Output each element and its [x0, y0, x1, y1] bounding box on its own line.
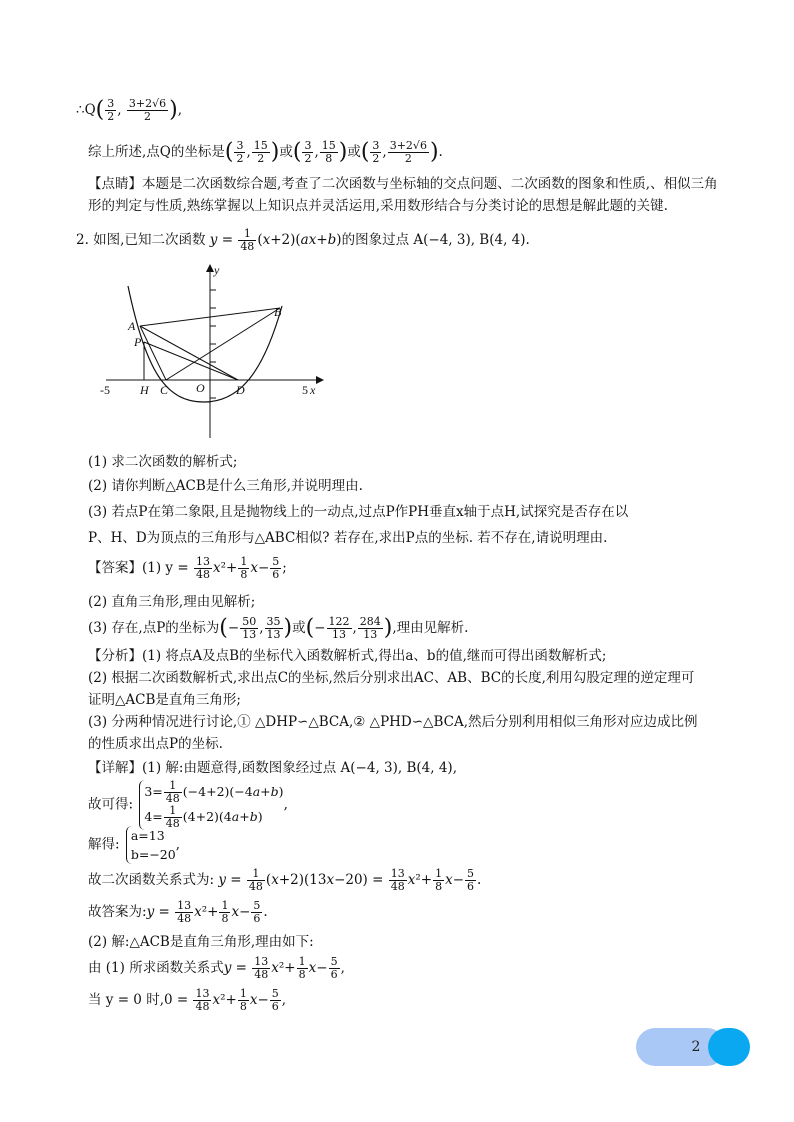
q-coordinate-line: ∴Q( $\frac{3}{2}$ , $\frac{3+2√6}{2}$ ), — [76, 97, 182, 123]
label-neg5: -5 — [100, 383, 110, 397]
summary-line: 综上所述,点Q的坐标是( $\frac{3}{2}$ , $\frac{15}{2}$ )或( $\frac{3}{2}$ , $\frac{15}{8}$ )或( $\frac{3}{2}$ , $\frac{3+2√6}{2}$ ). — [88, 139, 443, 165]
analysis-line-5: 的性质求出点P的坐标. — [88, 736, 223, 752]
label-A: A — [128, 319, 136, 333]
x-axis-arrow — [316, 376, 324, 384]
label-y: y — [214, 263, 220, 277]
remark-line-1: 【点睛】本题是二次函数综合题,考查了二次函数与坐标轴的交点问题、二次函数的图象和性质,、相似三角 — [88, 176, 718, 192]
part2-line-1: (2) 解:△ACB是直角三角形,理由如下: — [88, 934, 314, 950]
equation-system: 故可得: 3= $\frac{1}{48}$ (−4+2)(−4a+b) 4= $\frac{1}{48}$ (4+2)(4a+b) , — [88, 779, 288, 830]
question-2: (2) 请你判断△ACB是什么三角形,并说明理由. — [88, 478, 363, 494]
analysis-line-3: 证明△ACB是直角三角形; — [88, 692, 241, 708]
segment-AD — [140, 326, 238, 380]
segment-CB — [166, 308, 280, 380]
problem-intro: 2. 如图,已知二次函数 y = $\frac{1}{48}$ (x+2)(ax+b)的图象过点 A(−4, 3), B(4, 4). — [76, 227, 530, 253]
parabola-graph — [96, 262, 326, 442]
question-3-line-2: P、H、D为顶点的三角形与△ABC相似? 若存在,求出P点的坐标. 若不存在,请说明理由. — [88, 530, 608, 546]
label-D: D — [236, 383, 245, 397]
segment-PD — [144, 342, 238, 380]
analysis-line-4: (3) 分两种情况进行讨论,① △DHP∽△BCA,② △PHD∽△BCA,然后分别利用相似三角形对应边成比例 — [88, 714, 698, 730]
part2-line-3: 当 y = 0 时,0 = $\frac{13}{48}$ x²+ $\frac{1}{8}$ x− $\frac{5}{6}$ , — [88, 987, 287, 1013]
answer-1: 【答案】(1) y = $\frac{13}{48}$ x²+ $\frac{1}{8}$ x− $\frac{5}{6}$ ; — [88, 555, 287, 581]
analysis-line-2: (2) 根据二次函数解析式,求出点C的坐标,然后分别求出AC、AB、BC的长度,利用勾股定理的逆定理可 — [88, 670, 695, 686]
answer-restated: 故答案为:y = $\frac{13}{48}$ x²+ $\frac{1}{8}$ x− $\frac{5}{6}$ . — [88, 899, 268, 925]
analysis-line-1: 【分析】(1) 将点A及点B的坐标代入函数解析式,得出a、b的值,继而可得出函数解析式; — [88, 648, 607, 664]
label-C: C — [160, 383, 169, 397]
page-number: 2 — [691, 1039, 701, 1055]
remark-line-2: 形的判定与性质,熟练掌握以上知识点并灵活运用,采用数形结合与分类讨论的思想是解此题的关键. — [88, 198, 668, 214]
answer-2: (2) 直角三角形,理由见解析; — [88, 594, 256, 610]
question-1: (1) 求二次函数的解析式; — [88, 454, 238, 470]
question-3-line-1: (3) 若点P在第二象限,且是抛物线上的一动点,过点P作PH垂直x轴于点H,试探究是否存在以 — [88, 504, 629, 520]
label-pos5: 5 — [302, 383, 308, 397]
label-O: O — [196, 381, 205, 395]
answer-3: (3) 存在,点P的坐标为(− $\frac{50}{13}$ , $\frac{35}{13}$ )或(− $\frac{122}{13}$ , $\frac{284}{13}$ ),理由见解析. — [88, 615, 469, 641]
detail-line-1: 【详解】(1) 解:由题意得,函数图象经过点 A(−4, 3), B(4, 4), — [88, 760, 457, 776]
solution-system: 解得: a=13 b=−20 , — [88, 828, 181, 862]
label-P: P — [134, 335, 142, 349]
function-relation: 故二次函数关系式为: y = $\frac{1}{48}$ (x+2)(13x−20) = $\frac{13}{48}$ x²+ $\frac{1}{8}$ x− $\frac{5}{6}$ . — [88, 867, 482, 893]
label-x: x — [310, 383, 316, 397]
y-axis-arrow — [206, 264, 214, 272]
label-H: H — [140, 383, 149, 397]
part2-line-2: 由 (1) 所求函数关系式y = $\frac{13}{48}$ x²+ $\frac{1}{8}$ x− $\frac{5}{6}$ , — [88, 955, 345, 981]
parabola-curve — [128, 286, 282, 402]
label-B: B — [274, 305, 282, 319]
